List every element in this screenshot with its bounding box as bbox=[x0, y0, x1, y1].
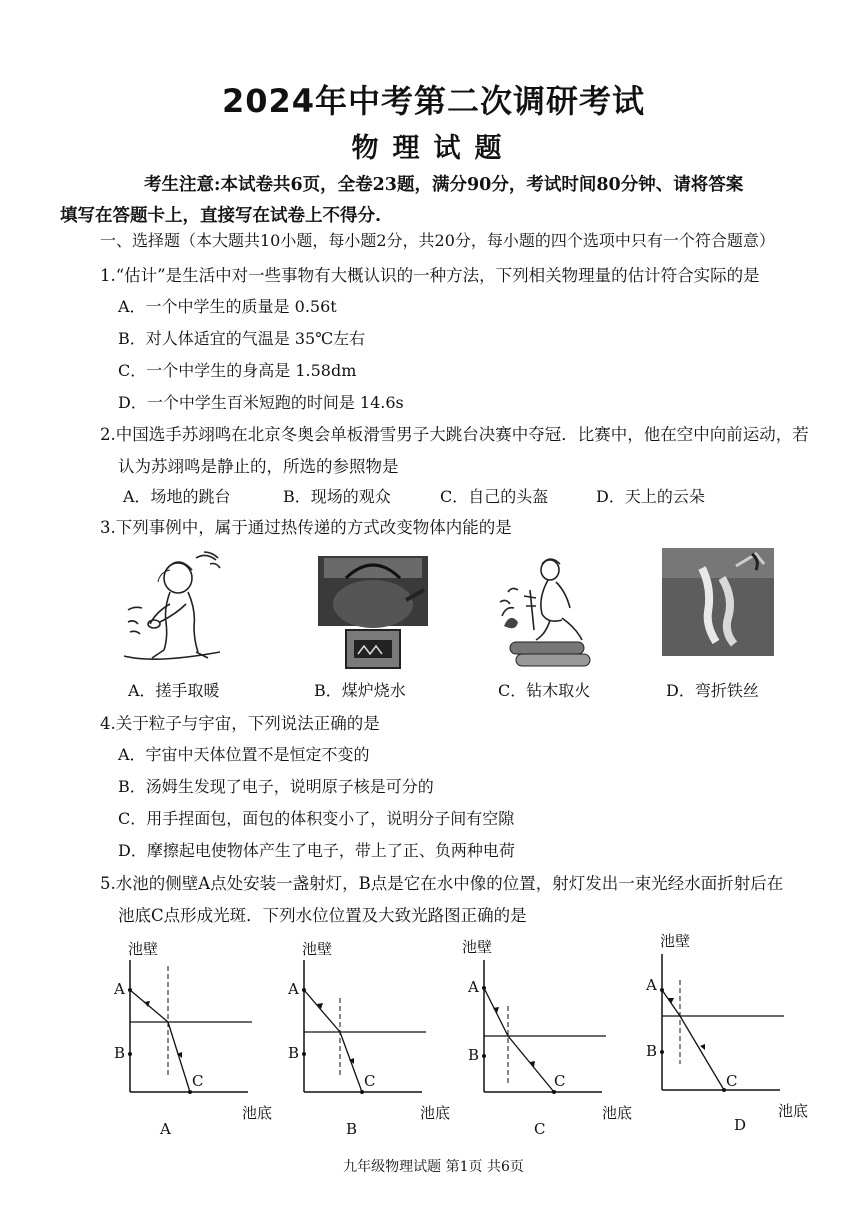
coal-stove-kettle-illustration bbox=[318, 556, 428, 672]
q4-stem: 4.关于粒子与宇宙，下列说法正确的是 bbox=[100, 714, 380, 733]
svg-text:B: B bbox=[468, 1046, 480, 1064]
svg-text:C: C bbox=[726, 1072, 738, 1090]
q3-option-c: C．钻木取火 bbox=[498, 681, 591, 700]
svg-text:A: A bbox=[114, 980, 125, 998]
q2-stem-2: 认为苏翊鸣是静止的，所选的参照物是 bbox=[118, 457, 399, 476]
svg-text:C: C bbox=[554, 1072, 566, 1090]
bending-wire-photo bbox=[662, 548, 774, 656]
diagram-option-label: D bbox=[734, 1116, 747, 1134]
q2-option-a: A．场地的跳台 bbox=[123, 487, 231, 506]
wall-label: 池壁 bbox=[462, 938, 493, 956]
q2-option-b: B．现场的观众 bbox=[283, 487, 391, 506]
exam-notice bbox=[60, 170, 845, 232]
q5-stem-2: 池底C点形成光斑．下列水位位置及大致光路图正确的是 bbox=[118, 906, 527, 925]
wall-label: 池壁 bbox=[302, 940, 333, 958]
drilling-wood-fire-illustration bbox=[494, 556, 604, 670]
svg-text:B: B bbox=[114, 1044, 126, 1062]
q1-option-b: B．对人体适宜的气温是 35℃左右 bbox=[118, 329, 366, 348]
q3-option-b: B．煤炉烧水 bbox=[314, 681, 406, 700]
section-heading: 一、选择题（本大题共10小题，每小题2分，共20分，每小题的四个选项中只有一个符合题意） bbox=[100, 231, 775, 250]
q4-option-b: B．汤姆生发现了电子，说明原子核是可分的 bbox=[118, 777, 434, 796]
bottom-label: 池底 bbox=[242, 1104, 273, 1122]
notice-line-1: 考生注意:本试卷共6页，全卷23题，满分90分，考试时间80分钟、请将答案 bbox=[144, 175, 744, 195]
exam-subtitle: 物理试题 bbox=[351, 133, 516, 164]
q2-option-d: D．天上的云朵 bbox=[596, 487, 705, 506]
svg-text:B: B bbox=[288, 1044, 300, 1062]
q5-diagram-c bbox=[458, 936, 640, 1142]
q5-diagram-a bbox=[108, 936, 273, 1142]
diagram-option-label: C bbox=[534, 1120, 546, 1138]
svg-text:C: C bbox=[364, 1072, 376, 1090]
q3-option-d: D．弯折铁丝 bbox=[666, 681, 759, 700]
exam-title: 2024年中考第二次调研考试 bbox=[221, 82, 646, 120]
q4-option-c: C．用手捏面包，面包的体积变小了，说明分子间有空隙 bbox=[118, 809, 515, 828]
q3-stem: 3.下列事例中，属于通过热传递的方式改变物体内能的是 bbox=[100, 518, 512, 537]
diagram-option-label: B bbox=[346, 1120, 358, 1138]
q4-option-a: A．宇宙中天体位置不是恒定不变的 bbox=[118, 745, 370, 764]
wall-label: 池壁 bbox=[660, 932, 691, 950]
q5-diagram-b bbox=[282, 936, 451, 1142]
svg-text:A: A bbox=[468, 978, 479, 996]
rubbing-hands-illustration bbox=[118, 548, 228, 670]
page-footer: 九年级物理试题 第1页 共6页 bbox=[343, 1159, 524, 1175]
q3-option-a: A．搓手取暖 bbox=[128, 681, 220, 700]
diagram-option-label: A bbox=[160, 1120, 171, 1138]
svg-text:A: A bbox=[288, 980, 299, 998]
q4-option-d: D．摩擦起电使物体产生了电子，带上了正、负两种电荷 bbox=[118, 841, 515, 860]
bottom-label: 池底 bbox=[778, 1102, 809, 1120]
q1-option-d: D．一个中学生百米短跑的时间是 14.6s bbox=[118, 393, 404, 412]
bottom-label: 池底 bbox=[602, 1104, 633, 1122]
svg-text:A: A bbox=[646, 976, 657, 994]
bottom-label: 池底 bbox=[420, 1104, 451, 1122]
svg-text:C: C bbox=[192, 1072, 204, 1090]
q2-stem-1: 2.中国选手苏翊鸣在北京冬奥会单板滑雪男子大跳台决赛中夺冠．比赛中，他在空中向前运动，若 bbox=[100, 425, 809, 444]
notice-line-2: 填写在答题卡上，直接写在试卷上不得分. bbox=[60, 206, 382, 226]
wall-label: 池壁 bbox=[128, 940, 159, 958]
q2-option-c: C．自己的头盔 bbox=[440, 487, 549, 506]
q5-diagram-d bbox=[640, 930, 830, 1138]
q1-option-a: A．一个中学生的质量是 0.56t bbox=[118, 297, 337, 316]
q1-stem: 1.“估计”是生活中对一些事物有大概认识的一种方法，下列相关物理量的估计符合实际的是 bbox=[100, 266, 760, 285]
svg-text:B: B bbox=[646, 1042, 658, 1060]
q1-option-c: C．一个中学生的身高是 1.58dm bbox=[118, 361, 357, 380]
q5-stem-1: 5.水池的侧壁A点处安装一盏射灯，B点是它在水中像的位置，射灯发出一束光经水面折射后在 bbox=[100, 874, 784, 893]
